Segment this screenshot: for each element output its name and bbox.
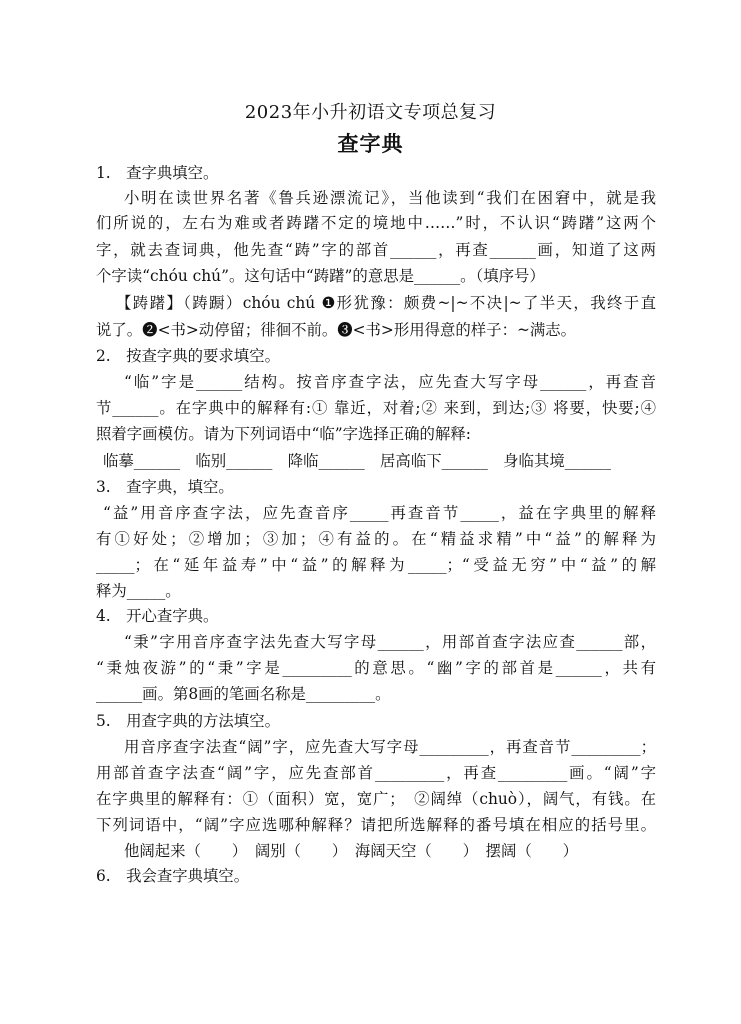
question-3-text: “益”用音序查字法，应先查音序_____再查音节_____，益在字典里的解释 [103, 504, 656, 522]
question-4-text: ______画。第8画的笔画名称是_________。 [96, 685, 391, 703]
question-4-text: “秉烛夜游”的“秉”字是_________的意思。“幽”字的部首是______，共有 [96, 659, 656, 677]
dictionary-entry: 【踌躇】（踌蹰）chóu chú ❶形犹豫：颇费~|~不决|~了半天，我终于直 [116, 294, 656, 312]
question-2-text: “临”字是______结构。按音序查字法，应先查大写字母______，再查音 [124, 373, 656, 391]
question-4-text: “秉”字用音序查字法先查大写字母______，用部首查字法应查______部， [124, 633, 656, 651]
question-2-text: 照着字画模仿。请为下列词语中“临”字选择正确的解释: [96, 425, 471, 443]
question-2-heading: 2. 按查字典的要求填空。 [96, 347, 280, 365]
question-1-heading: 1. 查字典填空。 [96, 164, 219, 182]
question-1-text: 小明在读世界名著《鲁兵逊漂流记》，当他读到“我们在困窘中，就是我 [124, 189, 656, 207]
question-1-text: 字，就去查词典，他先查“踌”字的部首______，再查______画，知道了这两 [96, 241, 656, 259]
page-title: 2023年小升初语文专项总复习 [244, 102, 497, 123]
question-3-text: _____；在“延年益寿”中“益”的解释为_____；“受益无穷”中“益”的解 [96, 556, 656, 574]
question-5-heading: 5. 用查字典的方法填空。 [96, 712, 280, 730]
question-3-heading: 3. 查字典，填空。 [96, 478, 234, 496]
question-3-text: 有①好处；②增加；③加；④有益的。在“精益求精”中“益”的解释为 [96, 530, 656, 548]
question-6-heading: 6. 我会查字典填空。 [96, 867, 250, 885]
question-2-words: 临摹______ 临别______ 降临______ 居高临下______ 身临其境______ [103, 452, 611, 470]
question-4-heading: 4. 开心查字典。 [96, 607, 219, 625]
question-2-text: 节______。在字典中的解释有:① 靠近，对着;② 来到，到达;③ 将要，快要;④ [96, 399, 656, 417]
question-1-text: 们所说的，左右为难或者踌躇不定的境地中……”时，不认识“踌躇”这两个 [96, 214, 656, 232]
page-subtitle: 查字典 [337, 131, 404, 156]
question-5-text: 用音序查字法查“阔”字，应先查大写字母_________，再查音节_________； [124, 738, 656, 756]
question-5-words: 他阔起来（ ） 阔别（ ） 海阔天空（ ） 摆阔（ ） [124, 842, 579, 860]
dictionary-entry: 说了。❷<书>动停留；徘徊不前。❸<书>形用得意的样子：~满志。 [96, 321, 577, 339]
question-5-text: 下列词语中，“阔”字应选哪种解释？请把所选解释的番号填在相应的括号里。 [96, 816, 656, 834]
question-1-text: 个字读“chóu chú”。这句话中“踌躇”的意思是______。（填序号） [96, 267, 545, 285]
question-5-text: 在字典里的解释有：①（面积）宽，宽广； ②阔绰（chuò），阔气，有钱。在 [96, 790, 656, 808]
question-5-text: 用部首查字法查“阔”字，应先查部首_________，再查_________画。“阔”字 [96, 764, 656, 782]
question-3-text: 释为_____。 [96, 582, 181, 600]
